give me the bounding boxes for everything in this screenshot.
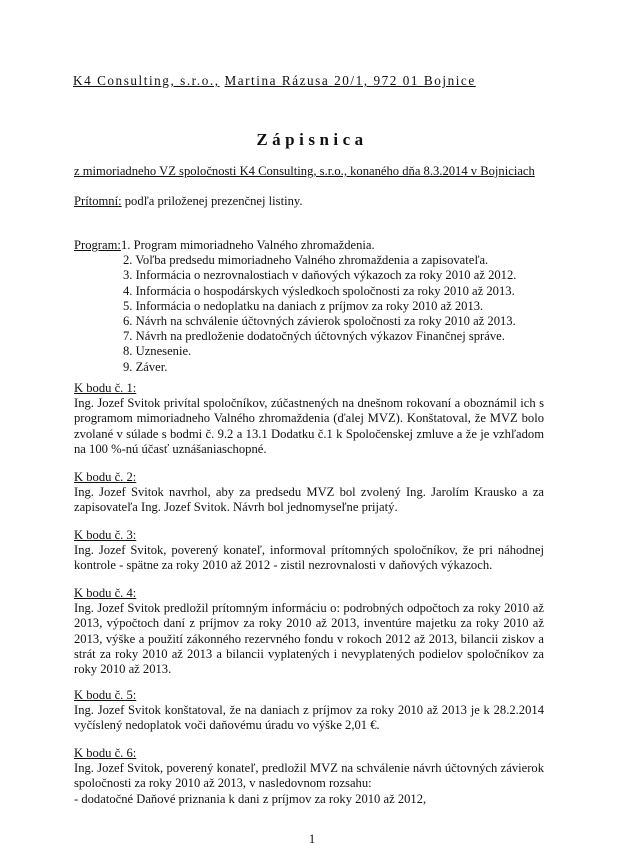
section-point-1 bbox=[74, 381, 544, 457]
document-subtitle: z mimoriadneho VZ spoločnosti K4 Consulting, s.r.o., konaného dňa 8.3.2014 v Bojniciach bbox=[74, 164, 535, 178]
section-heading: K bodu č. 5: bbox=[74, 688, 137, 702]
program-item: 2. Voľba predsedu mimoriadneho Valného zhromaždenia a zapisovateľa. bbox=[123, 253, 489, 268]
section-list-item: - dodatočné Daňové priznania k dani z príjmov za roky 2010 až 2012, bbox=[74, 791, 427, 806]
section-text: Ing. Jozef Svitok konštatoval, že na daniach z príjmov za roky 2010 až 2013 je k 28.2.2014 vyčíslený nedoplatok voči daňovému úradu vo výške 2,01 €. bbox=[74, 703, 544, 733]
section-text: Ing. Jozef Svitok, poverený konateľ, predložil MVZ na schválenie návrh účtovných závierok spoločnosti za roky 2010 až 2013, v nasledovnom rozsahu: bbox=[74, 761, 544, 791]
program-item: 7. Návrh na predloženie dodatočných účtovných výkazov Finančnej správe. bbox=[123, 329, 505, 344]
program-item: 9. Záver. bbox=[123, 359, 168, 374]
section-text: Ing. Jozef Svitok navrhol, aby za predsedu MVZ bol zvolený Ing. Jarolím Krausko a za zapisovateľa Ing. Jozef Svitok. Návrh bol jednomyseľne prijatý. bbox=[74, 485, 544, 515]
section-point-4 bbox=[74, 586, 544, 677]
letterhead-address: Martina Rázusa 20/1, 972 01 Bojnice bbox=[224, 73, 476, 88]
section-point-6 bbox=[74, 746, 544, 807]
page-number: 1 bbox=[308, 832, 316, 846]
section-point-5 bbox=[74, 688, 544, 734]
section-point-3 bbox=[74, 528, 544, 574]
section-heading: K bodu č. 1: bbox=[74, 381, 137, 395]
program-label: Program: bbox=[74, 238, 121, 252]
program-item: 6. Návrh na schválenie účtovných závierok spoločnosti za roky 2010 až 2013. bbox=[123, 313, 516, 328]
section-point-2 bbox=[74, 470, 544, 516]
document-title: Zápisnica bbox=[256, 130, 368, 149]
attendees-text: podľa priloženej prezenčnej listiny. bbox=[121, 194, 303, 208]
program-item: 3. Informácia o nezrovnalostiach v daňových výkazoch za roky 2010 až 2012. bbox=[123, 268, 517, 283]
program-item: 4. Informácia o hospodárskych výsledkoch spoločnosti za roky 2010 až 2013. bbox=[123, 283, 515, 298]
section-text: Ing. Jozef Svitok predložil prítomným informáciu o: podrobných odpočtoch za roky 2010 až 2013, výpočtoch daní z príjmov za roky 2010 až 2013, inventúre majetku za roky 2010 až 2013, výške a použití zákonného rezervného fondu v rokoch 2012 až 2013, bilancii ziskov a strát za roky 2010 až 2013 a bilancii vyplatených i nevyplatených podielov spoločníkov za roky 2010 až 2013. bbox=[74, 601, 544, 677]
attendees-line bbox=[74, 194, 303, 209]
section-heading: K bodu č. 2: bbox=[74, 470, 137, 484]
section-text: Ing. Jozef Svitok, poverený konateľ, informoval prítomných spoločníkov, že pri náhodnej kontrole - spätne za roky 2010 až 2012 - zistil nezrovnalosti v daňových výkazoch. bbox=[74, 543, 544, 573]
section-heading: K bodu č. 6: bbox=[74, 746, 137, 760]
section-text: Ing. Jozef Svitok privítal spoločníkov, zúčastnených na dnešnom rokovaní a oboznámil ich s programom mimoriadneho Valného zhromaždenia (ďalej MVZ). Konštatoval, že MVZ bolo zvolané v súlade s bodmi č. 9.2 a 13.1 Dodatku č.1 k Spoločenskej zmluve a že je vzhľadom na 100 %-nú účasť uznášaniaschopné. bbox=[74, 396, 544, 456]
section-heading: K bodu č. 4: bbox=[74, 586, 137, 600]
section-heading: K bodu č. 3: bbox=[74, 528, 137, 542]
program-item: 1. Program mimoriadneho Valného zhromaždenia. bbox=[121, 238, 375, 252]
program-item: 5. Informácia o nedoplatku na daniach z príjmov za roky 2010 až 2013. bbox=[123, 298, 484, 313]
letterhead-company: K4 Consulting, s.r.o., bbox=[73, 73, 220, 88]
attendees-label: Prítomní: bbox=[74, 194, 122, 208]
letterhead bbox=[73, 73, 548, 88]
program-item: 8. Uznesenie. bbox=[123, 344, 192, 359]
program-list bbox=[121, 238, 561, 375]
